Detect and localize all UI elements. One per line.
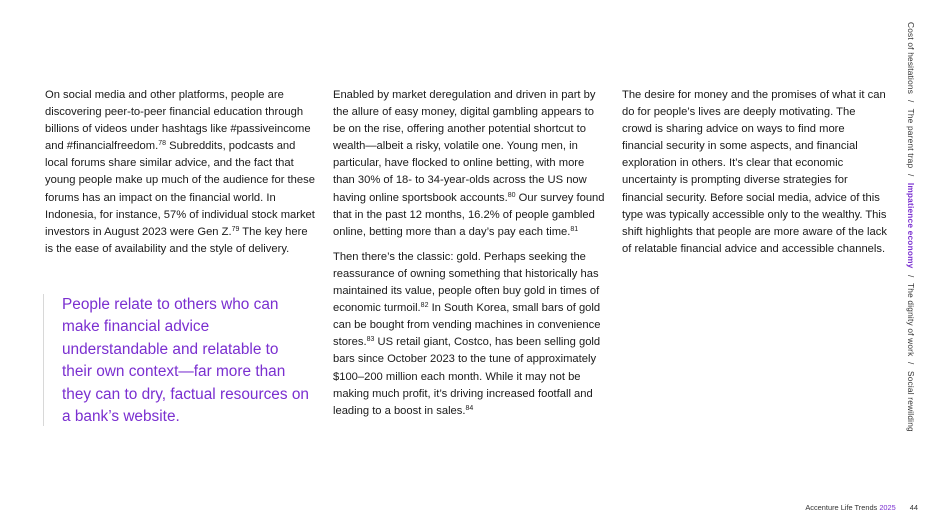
nav-item-impatience-economy[interactable]: Impatience economy xyxy=(906,182,916,269)
footnote-ref[interactable]: 78 xyxy=(158,140,166,148)
page-footer xyxy=(805,503,918,512)
footnote-ref[interactable]: 82 xyxy=(420,302,429,310)
footer-brand: Accenture Life Trends xyxy=(805,503,880,512)
pull-quote: People relate to others who can make financial advice understandable and relatable to their own context—far more than they can to dry, factual resources on a bank’s website. xyxy=(43,294,312,426)
page-number: 44 xyxy=(909,503,918,512)
footnote-ref[interactable]: 79 xyxy=(231,225,240,233)
column-3-paragraph: The desire for money and the promises of what it can do for people’s lives are deeply motivating. The crowd is sharing advice on ways to find more financial security in some aspects, and financial exploration in others. It’s clear that economic uncertainty is prompting diverse strategies for financial security. Before social media, advice of this type was typically accessible only to the wealthy. This shift highlights that people are more aware of the lack of relatable financial advice and accessible channels. xyxy=(622,89,887,255)
nav-item-cost-of-hesitations[interactable]: Cost of hesitations xyxy=(906,22,916,95)
column-2-paragraph-2: Then there’s the classic: gold. Perhaps seeking the reassurance of owning something that historically has maintained its value, people often buy gold in times of economic turmoil.$^{82}$ In South Korea, small bars of gold can be bought from vending machines in convenience stores.$^{83}$ US retail giant, Costco, has been selling gold bars since October 2023 to the tune of approximately $100–200 million each month. While it may not be making much profit, it’s driving increased footfall and leading to a boost in sales.$^{84}$ xyxy=(333,250,601,417)
nav-item-the-parent-trap[interactable]: The parent trap xyxy=(906,108,916,169)
nav-separator: / xyxy=(906,274,916,278)
column-2 xyxy=(333,87,605,420)
nav-separator: / xyxy=(906,174,916,177)
nav-item-social-rewilding[interactable]: Social rewilding xyxy=(906,370,916,432)
nav-item-the-dignity-of-work[interactable]: The dignity of work xyxy=(906,283,916,357)
nav-separator: / xyxy=(906,100,916,103)
footer-year: 2025 xyxy=(879,503,896,512)
section-nav xyxy=(906,22,930,442)
column-3 xyxy=(622,87,887,258)
footnote-ref[interactable]: 83 xyxy=(366,336,375,344)
footnote-ref[interactable]: 84 xyxy=(465,404,474,412)
nav-separator: / xyxy=(906,362,916,365)
footnote-ref[interactable]: 81 xyxy=(570,225,579,233)
column-1-paragraph: On social media and other platforms, people are discovering peer-to-peer financial education through billions of videos under hashtags like #passiveincome and #financialfreedom.$^{78}$ Subreddits, podcasts and local forums share similar advice, and the fact that young people make up much of the audience for these forums has an impact on the financial world. In Indonesia, for instance, 57% of individual stock market investors in August 2023 were Gen Z.$^{79}$ The key here is the ease of availability and the style of delivery. xyxy=(45,89,315,255)
footnote-ref[interactable]: 80 xyxy=(507,191,516,199)
column-2-paragraph-1: Enabled by market deregulation and driven in part by the allure of easy money, digital gambling appears to be on the rise, offering another potential shortcut to wealth—albeit a risky, volatile one. Young men, in particular, have flocked to online betting, with more than 30% of 18- to 34-year-olds across the US now having online sportsbook accounts.$^{80}$ Our survey found that in the past 12 months, 16.2% of people gambled online, betting more than a day’s pay each time.$^{81}$ xyxy=(333,89,605,238)
column-1 xyxy=(45,87,315,258)
